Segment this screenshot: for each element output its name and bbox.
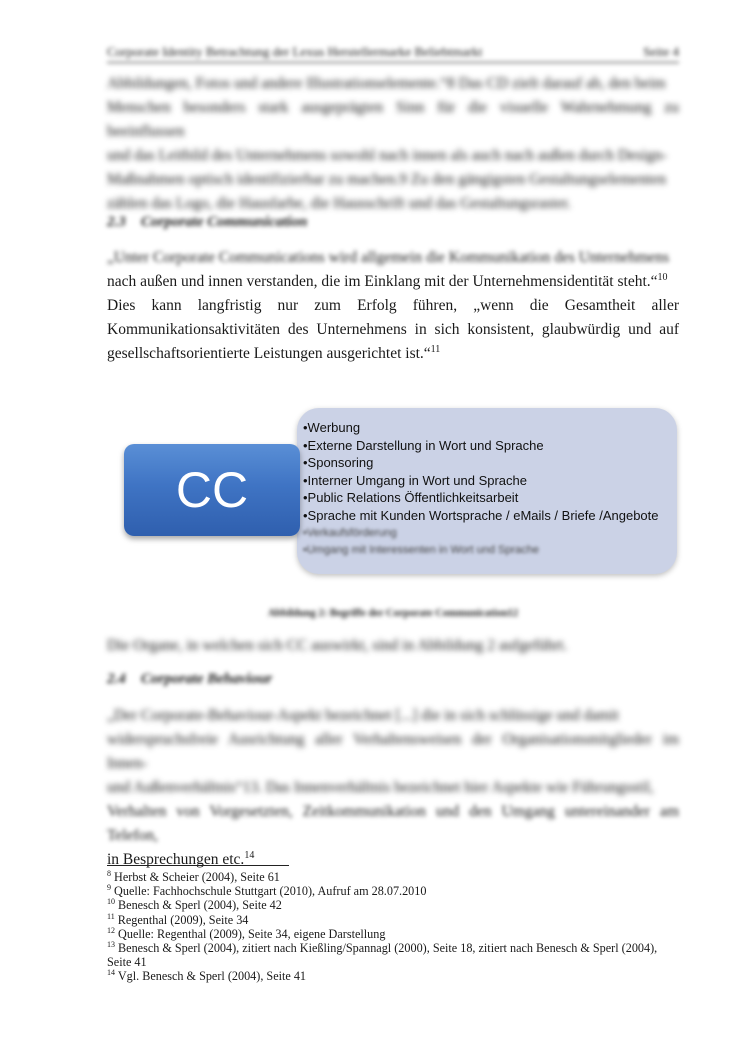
footnote-number: 8 (107, 868, 111, 878)
paragraph-organs: Die Organe, in welchen sich CC auswirkt, sind in Abbildung 2 aufgeführt. (107, 637, 568, 654)
text-line (107, 342, 679, 366)
text-line (107, 848, 679, 872)
text-line: Verhalten von Vorgesetzten, Zeitkommunikation und den Umgang untereinander am Telefon, (107, 803, 679, 844)
diagram-item: •Werbung (303, 420, 361, 435)
footnote-text: Benesch & Sperl (2004), zitiert nach Kießling/Spannagl (2000), Seite 18, zitiert nach Benesch & Sperl (2004), Seite 41 (107, 941, 658, 970)
footnote (107, 927, 679, 941)
footnote-text: Quelle: Regenthal (2009), Seite 34, eigene Darstellung (118, 926, 386, 941)
section-heading-2-3 (107, 214, 307, 231)
diagram-item: •Sponsoring (303, 455, 374, 471)
text-line: Kommunikationsaktivitäten des Unternehmens in sich konsistent, glaubwürdig und auf (107, 321, 679, 338)
text-line: Maßnahmen optisch identifizierbar zu machen.9 Zu den gängigsten Gestaltungselementen (107, 171, 667, 188)
text-line: widerspruchsfreie Ausrichtung aller Verhaltensweisen der Organisationsmitglieder im Innen- (107, 731, 679, 772)
section-number: 2.4 (107, 671, 126, 687)
cc-label-box (124, 444, 300, 536)
footnote-text: Quelle: Fachhochschule Stuttgart (2010), Aufruf am 28.07.2010 (114, 884, 427, 899)
page-header (107, 44, 679, 63)
diagram-item-faded: •Umgang mit Interessenten in Wort und Sprache (303, 544, 539, 557)
header-title: Corporate Identity Betrachtung der Lexus Herstellermarke Beliebtmarkt (107, 44, 483, 59)
section-heading-2-4 (107, 671, 272, 688)
footnote-number: 12 (107, 925, 115, 935)
footnote-text: Regenthal (2009), Seite 34 (117, 912, 249, 927)
text-line-content: nach außen und innen verstanden, die im Einklang mit der Unternehmensidentität steht.“ (107, 273, 658, 290)
section-title: Corporate Communication (141, 214, 308, 230)
text-line: Menschen besonders stark ausgeprägten Sinn für die visuelle Wahrnehmung zu beeinflussen (107, 99, 679, 140)
diagram-item-list (303, 419, 659, 560)
diagram-item-faded: •Verkaufsförderung (303, 526, 397, 539)
diagram-item: •Externe Darstellung in Wort und Sprache (303, 437, 544, 453)
header-page-number: Seite 4 (643, 44, 679, 59)
footnotes (107, 870, 679, 984)
diagram-item: •Sprache mit Kunden Wortsprache / eMails / Briefe /Angebote (303, 507, 659, 523)
footnote (107, 913, 679, 927)
footnote (107, 898, 679, 912)
footnote-text: Benesch & Sperl (2004), Seite 42 (118, 898, 282, 913)
footnote-number: 9 (107, 883, 111, 893)
footnote-number: 13 (107, 939, 115, 949)
cc-label: CC (175, 462, 249, 518)
footnote-number: 10 (107, 897, 115, 907)
footnote-number: 11 (107, 911, 115, 921)
footnote-ref: 11 (430, 343, 441, 355)
diagram-item: •Interner Umgang in Wort und Sprache (303, 472, 527, 488)
footnote-ref: 14 (244, 849, 255, 861)
paragraph-cc (107, 246, 679, 366)
text-line-content: gesellschaftsorientierte Leistungen ausgerichtet ist.“ (107, 345, 431, 362)
section-number: 2.3 (107, 214, 126, 230)
footnote (107, 870, 679, 884)
text-line-content: in Besprechungen etc. (107, 851, 245, 868)
text-line: „Unter Corporate Communications wird allgemein die Kommunikation des Unternehmens (107, 249, 670, 266)
text-line: Abbildungen, Fotos und andere Illustrationselemente.“8 Das CD zielt darauf ab, den beim (107, 75, 666, 92)
footnote (107, 884, 679, 898)
paragraph-cd (107, 72, 679, 216)
footnote-text: Vgl. Benesch & Sperl (2004), Seite 41 (117, 969, 307, 984)
text-line: und Außenverhältnis“13. Das Innenverhältnis bezeichnet hier Aspekte wie Führungsstil, (107, 779, 654, 796)
footnote (107, 941, 679, 969)
text-line: und das Leitbild des Unternehmens sowohl nach innen als auch nach außen durch Design- (107, 147, 667, 164)
section-title: Corporate Behaviour (141, 671, 273, 687)
figure-caption: Abbildung 2: Begriffe der Corporate Communication12 (267, 608, 519, 619)
footnote-ref: 10 (657, 271, 668, 283)
text-line: „Der Corporate-Behaviour-Aspekt bezeichnet [...] die in sich schlüssige und damit (107, 707, 619, 724)
diagram-item: •Public Relations Öffentlichkeitsarbeit (303, 490, 519, 506)
paragraph-cb (107, 704, 679, 872)
text-line: Dies kann langfristig nur zum Erfolg führen, „wenn die Gesamtheit aller (107, 297, 679, 314)
footnote-number: 14 (107, 968, 115, 978)
text-line (107, 270, 679, 294)
footnote-text: Herbst & Scheier (2004), Seite 61 (114, 870, 280, 884)
footnote (107, 969, 679, 983)
text-line: zählen das Logo, die Hausfarbe, die Hausschrift und das Gestaltungsraster. (107, 195, 572, 212)
footnote-divider (107, 865, 289, 866)
